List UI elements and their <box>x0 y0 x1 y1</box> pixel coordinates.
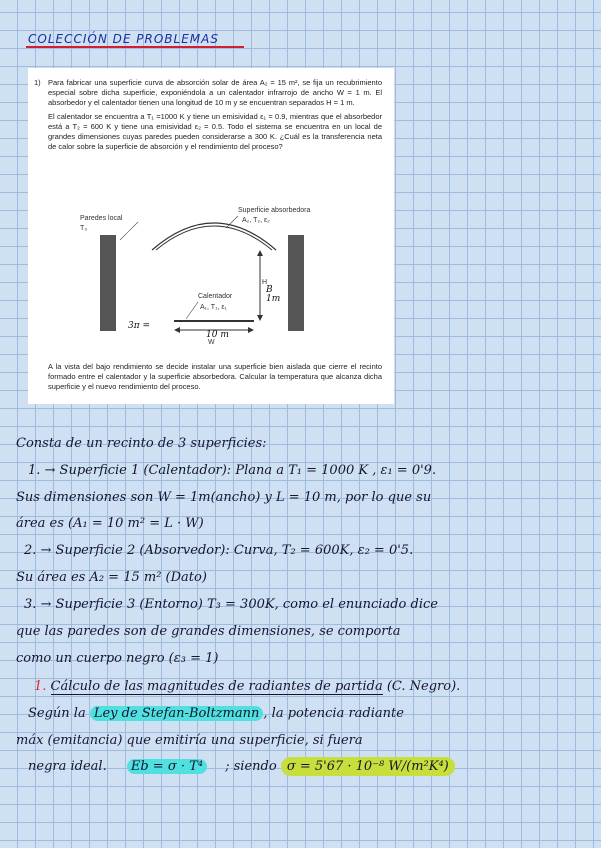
right-wall <box>288 235 304 331</box>
eb-formula-highlight: Eb = σ · T⁴ <box>127 759 207 774</box>
absorber-sub: A₂, T₂, ε₂ <box>242 217 270 224</box>
handwritten-b: B <box>266 285 273 295</box>
note-line-10 <box>34 679 460 694</box>
w-arrow-left <box>174 327 180 333</box>
problem-statement <box>34 78 382 156</box>
h-arrow-top <box>257 250 263 256</box>
note-line-11 <box>28 706 404 721</box>
walls-leader <box>120 222 138 240</box>
heater-sub: A₁, T₁, ε₁ <box>200 304 227 311</box>
l11-pre: Según la <box>28 706 90 721</box>
note-line-3: Sus dimensiones son W = 1m(ancho) y L = 10 m, por lo que su <box>16 490 432 505</box>
note-line-13 <box>28 759 455 774</box>
stefan-boltzmann-highlight: Ley de Stefan-Boltzmann <box>90 706 264 721</box>
problem-card <box>28 68 394 404</box>
h-label: H <box>262 279 268 286</box>
handwritten-3: 3π = <box>128 321 151 331</box>
walls-sub: T₃ <box>80 225 88 232</box>
absorber-arc-inner <box>156 226 272 250</box>
problem-paragraph-1: Para fabricar una superficie curva de absorción solar de área A₂ = 15 m², se fija un recubrimiento especial sobre dicha superficie, exponiéndola a un calentador infrarrojo de ancho W = 1 m. El absorbedor y el calentador tienen una longitud de 10 m y se encuentran separados H = 1 m. <box>48 78 382 107</box>
note-line-9: como un cuerpo negro (ε₃ = 1) <box>16 651 219 666</box>
problem-number: 1) <box>34 78 41 87</box>
problem-paragraph-2: El calentador se encuentra a T₁ =1000 K y tiene un emisividad ε₁ = 0.9, mientras que el absorbedor está a T₂ = 600 K y tiene una emisividad ε₂ = 0.5. Todo el sistema se encuentra en un local de grandes dimensiones cuyas paredes pueden considerarse a 300 K. ¿Cuál es la transferencia neta de calor sobre la superficie de absorción y el rendimiento del proceso? <box>48 112 382 151</box>
section-tail: (C. Negro). <box>382 679 461 694</box>
note-line-7: 3. → Superficie 3 (Entorno) T₃ = 300K, como el enunciado dice <box>24 597 438 612</box>
heater-leader <box>186 302 198 319</box>
sigma-highlight: σ = 5'67 · 10⁻⁸ W/(m²K⁴) <box>281 757 455 776</box>
note-line-5: 2. → Superficie 2 (Absorvedor): Curva, T₂ = 600K, ε₂ = 0'5. <box>24 543 414 558</box>
absorber-arc <box>152 223 276 250</box>
walls-label: Paredes local <box>80 215 123 222</box>
note-line-1: Consta de un recinto de 3 superficies: <box>16 436 267 451</box>
heater-label: Calentador <box>198 293 233 300</box>
w-label: W <box>208 339 215 346</box>
note-line-2: 1. → Superficie 1 (Calentador): Plana a T₁ = 1000 K , ε₁ = 0'9. <box>28 463 437 478</box>
l11-post: , la potencia radiante <box>263 706 404 721</box>
absorber-label: Superficie absorbedora <box>238 207 311 214</box>
w-arrow-right <box>248 327 254 333</box>
page-title: COLECCIÓN DE PROBLEMAS <box>28 32 219 46</box>
left-wall <box>100 235 116 331</box>
note-line-6: Su área es A₂ = 15 m² (Dato) <box>16 570 207 585</box>
note-line-4: área es (A₁ = 10 m² = L · W) <box>16 516 204 531</box>
l13-mid: ; siendo <box>225 759 277 774</box>
handwritten-width: 10 m <box>206 330 229 340</box>
note-line-8: que las paredes son de grandes dimensiones, se comporta <box>16 624 401 639</box>
handwritten-height: 1m <box>266 294 281 304</box>
problem-paragraph-3: A la vista del bajo rendimiento se decide instalar una superficie bien aislada que cierre el recinto formado entre el calentador y la superficie absorbedora. Calcular la temperatura que alcanza dicha superficie y el nuevo rendimiento del proceso. <box>48 362 382 391</box>
problem-figure <box>28 198 394 358</box>
title-underline <box>26 46 244 48</box>
l13-pre: negra ideal. <box>28 759 107 774</box>
note-line-12: máx (emitancia) que emitiría una superficie, si fuera <box>16 733 363 748</box>
section-number: 1. <box>34 679 47 694</box>
section-heading: Cálculo de las magnitudes de radiantes de partida <box>50 679 383 694</box>
h-arrow-bottom <box>257 315 263 321</box>
